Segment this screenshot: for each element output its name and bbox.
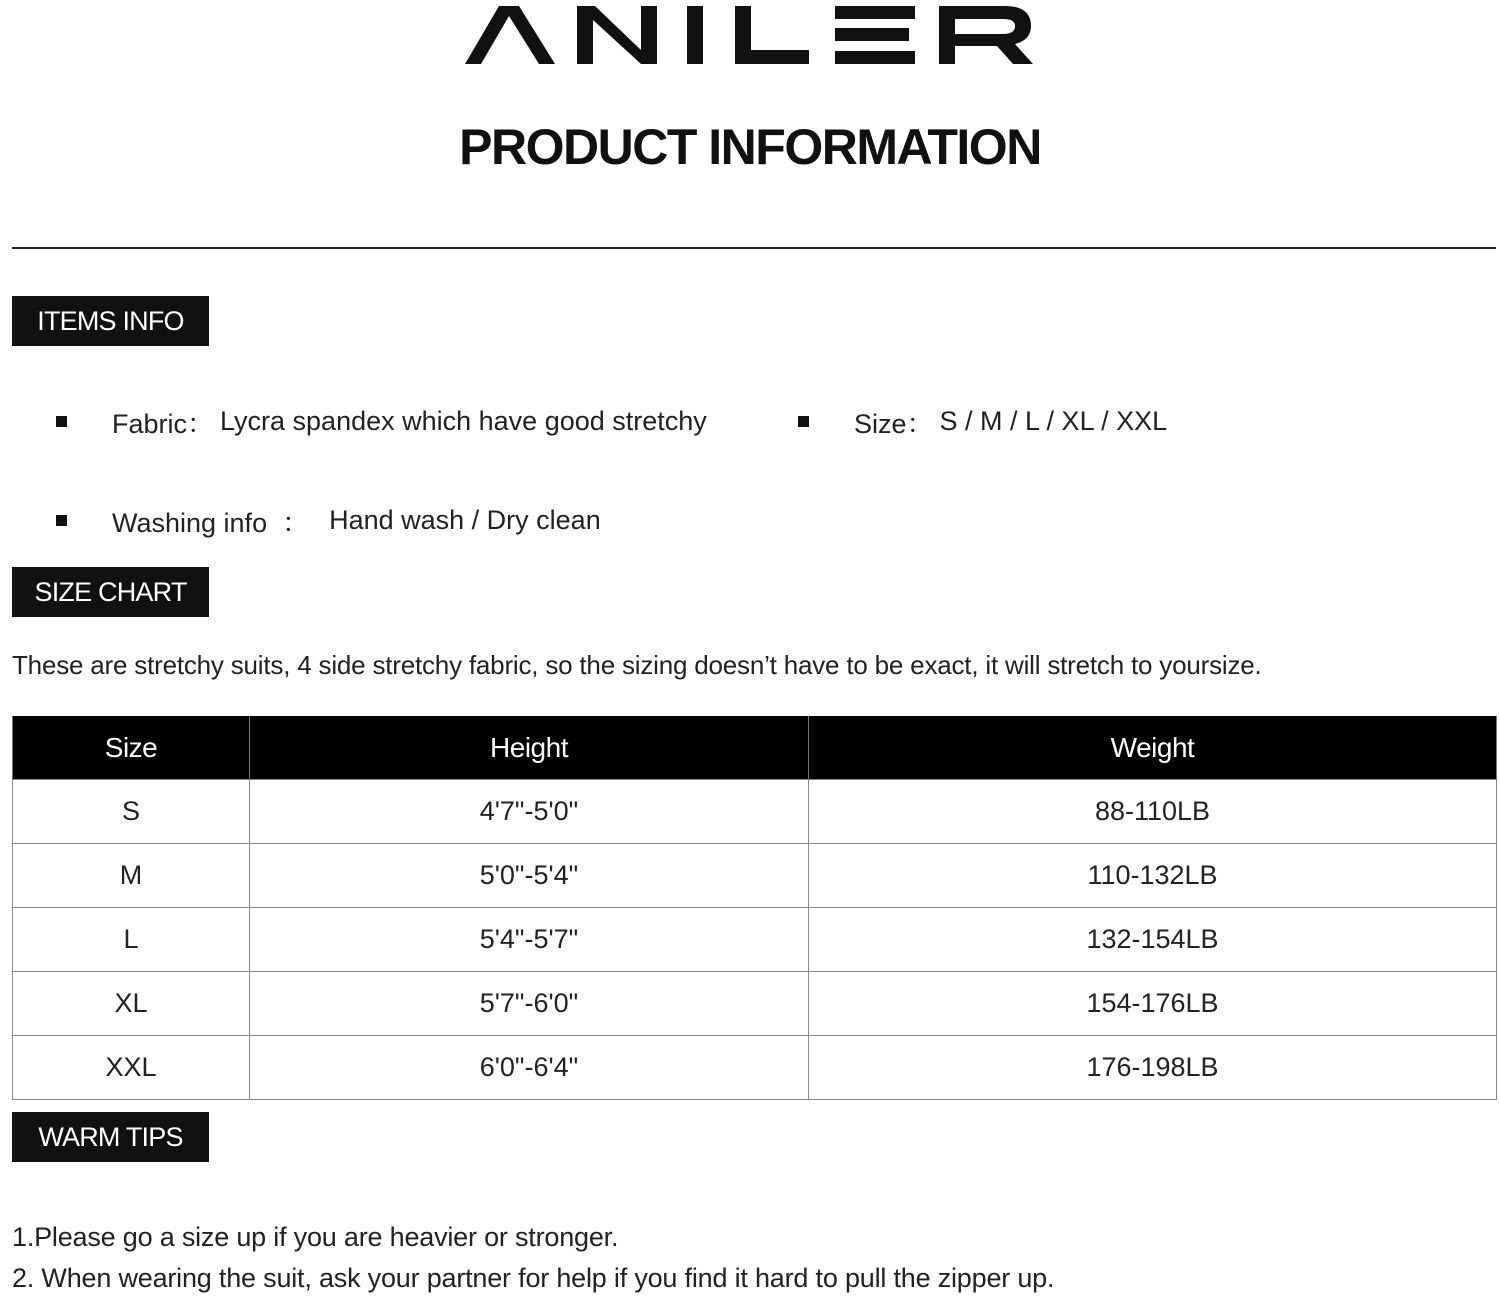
height-cell: 5'7"-6'0" <box>250 972 809 1036</box>
fabric-value: Lycra spandex which have good stretchy <box>220 406 707 436</box>
size-label: Size： <box>854 409 934 439</box>
table-row <box>13 844 1497 908</box>
weight-cell: 88-110LB <box>809 780 1497 844</box>
column-header-height: Height <box>250 716 809 780</box>
washing-bullet <box>56 501 601 540</box>
fabric-bullet <box>56 402 707 441</box>
height-cell: 5'0"-5'4" <box>250 844 809 908</box>
column-header-weight: Weight <box>809 716 1497 780</box>
size-cell: S <box>13 780 250 844</box>
items-info-heading: ITEMS INFO <box>12 296 209 346</box>
weight-cell: 132-154LB <box>809 908 1497 972</box>
table-header-row <box>13 716 1497 780</box>
size-cell: XL <box>13 972 250 1036</box>
height-cell: 4'7"-5'0" <box>250 780 809 844</box>
tip-item: 2. When wearing the suit, ask your partner for help if you find it hard to pull the zipper up. <box>12 1263 1055 1293</box>
weight-cell: 176-198LB <box>809 1036 1497 1100</box>
table-row <box>13 780 1497 844</box>
table-row <box>13 972 1497 1036</box>
brand-logo <box>0 0 1500 70</box>
washing-value: Hand wash / Dry clean <box>329 505 601 535</box>
size-table <box>12 716 1497 1100</box>
size-chart-intro: These are stretchy suits, 4 side stretchy fabric, so the sizing doesn’t have to be exact, it will stretch to yoursize. <box>12 650 1262 680</box>
size-cell: M <box>13 844 250 908</box>
size-chart-heading: SIZE CHART <box>12 567 209 617</box>
size-cell: XXL <box>13 1036 250 1100</box>
page-title: PRODUCT INFORMATION <box>459 119 1041 175</box>
weight-cell: 110-132LB <box>809 844 1497 908</box>
bullet-square-icon <box>56 416 67 427</box>
table-row <box>13 1036 1497 1100</box>
size-value: S / M / L / XL / XXL <box>939 406 1168 436</box>
size-cell: L <box>13 908 250 972</box>
height-cell: 5'4"-5'7" <box>250 908 809 972</box>
column-header-size: Size <box>13 716 250 780</box>
size-bullet <box>798 402 1167 441</box>
aniler-logo-icon <box>465 4 1035 66</box>
bullet-square-icon <box>56 515 67 526</box>
divider <box>12 247 1496 249</box>
washing-label: Washing info ： <box>112 508 310 538</box>
fabric-label: Fabric： <box>112 409 215 439</box>
height-cell: 6'0"-6'4" <box>250 1036 809 1100</box>
warm-tips-heading: WARM TIPS <box>12 1112 209 1162</box>
bullet-square-icon <box>798 416 809 427</box>
weight-cell: 154-176LB <box>809 972 1497 1036</box>
table-row <box>13 908 1497 972</box>
tip-item: 1.Please go a size up if you are heavier or stronger. <box>12 1222 619 1252</box>
